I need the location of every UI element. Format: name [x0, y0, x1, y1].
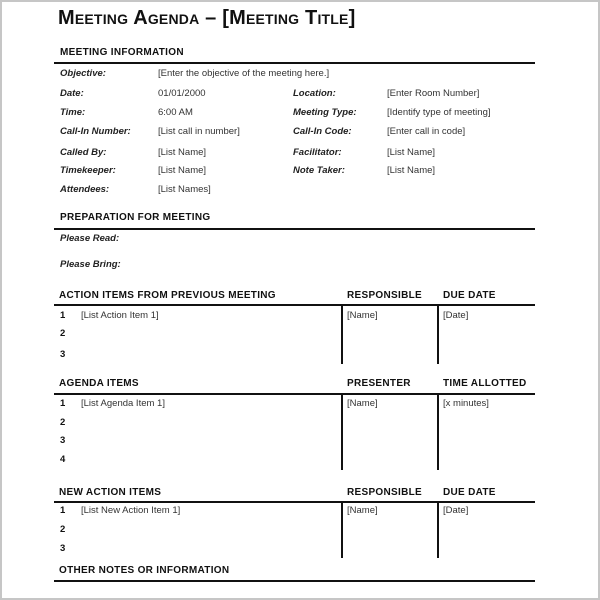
column-divider — [341, 501, 343, 558]
location-label: Location: — [293, 88, 336, 99]
row-number: 3 — [60, 435, 66, 446]
section-heading-meeting-information: MEETING INFORMATION — [60, 47, 184, 58]
call-in-number-label: Call-In Number: — [60, 126, 131, 137]
section-heading-previous-actions: ACTION ITEMS FROM PREVIOUS MEETING — [59, 290, 276, 301]
row-number: 2 — [60, 328, 66, 339]
column-divider — [437, 304, 439, 364]
column-header-responsible: RESPONSIBLE — [347, 290, 422, 301]
column-header-time-allotted: TIME ALLOTTED — [443, 378, 527, 389]
action-item[interactable]: [List Action Item 1] — [81, 310, 159, 321]
objective-value[interactable]: [Enter the objective of the meeting here.] — [158, 68, 330, 79]
location-value[interactable]: [Enter Room Number] — [387, 88, 480, 99]
column-header-responsible: RESPONSIBLE — [347, 487, 422, 498]
attendees-value[interactable]: [List Names] — [158, 184, 211, 195]
column-header-presenter: PRESENTER — [347, 378, 411, 389]
section-heading-agenda-items: AGENDA ITEMS — [59, 378, 139, 389]
objective-label: Objective: — [60, 68, 106, 79]
call-in-number-value[interactable]: [List call in number] — [158, 126, 240, 137]
section-heading-other-notes: OTHER NOTES OR INFORMATION — [59, 565, 230, 576]
row-number: 4 — [60, 454, 66, 465]
please-read-label: Please Read: — [60, 233, 120, 244]
responsible-value[interactable]: [Name] — [347, 310, 378, 321]
section-heading-new-actions: NEW ACTION ITEMS — [59, 487, 162, 498]
column-divider — [437, 501, 439, 558]
new-action-item[interactable]: [List New Action Item 1] — [81, 505, 181, 516]
due-date-value[interactable]: [Date] — [443, 505, 469, 516]
note-taker-value[interactable]: [List Name] — [387, 165, 436, 176]
page-title: Meeting Agenda – [Meeting Title] — [58, 7, 356, 29]
date-value[interactable]: 01/01/2000 — [158, 88, 206, 99]
section-divider — [54, 228, 535, 230]
section-divider — [54, 501, 535, 503]
row-number: 2 — [60, 524, 66, 535]
time-value[interactable]: 6:00 AM — [158, 107, 193, 118]
time-label: Time: — [60, 107, 86, 118]
call-in-code-value[interactable]: [Enter call in code] — [387, 126, 466, 137]
date-label: Date: — [60, 88, 84, 99]
row-number: 3 — [60, 543, 66, 554]
time-allotted-value[interactable]: [x minutes] — [443, 398, 489, 409]
please-bring-label: Please Bring: — [60, 259, 121, 270]
section-divider — [54, 393, 535, 395]
row-number: 3 — [60, 349, 66, 360]
responsible-value[interactable]: [Name] — [347, 505, 378, 516]
call-in-code-label: Call-In Code: — [293, 126, 352, 137]
presenter-value[interactable]: [Name] — [347, 398, 378, 409]
column-header-due-date: DUE DATE — [443, 487, 496, 498]
row-number: 1 — [60, 505, 66, 516]
row-number: 2 — [60, 417, 66, 428]
meeting-type-label: Meeting Type: — [293, 107, 357, 118]
column-header-due-date: DUE DATE — [443, 290, 496, 301]
called-by-label: Called By: — [60, 147, 107, 158]
section-divider — [54, 580, 535, 582]
timekeeper-value[interactable]: [List Name] — [158, 165, 207, 176]
called-by-value[interactable]: [List Name] — [158, 147, 207, 158]
row-number: 1 — [60, 398, 66, 409]
row-number: 1 — [60, 310, 66, 321]
timekeeper-label: Timekeeper: — [60, 165, 116, 176]
section-divider — [54, 304, 535, 306]
attendees-label: Attendees: — [60, 184, 110, 195]
section-heading-preparation: PREPARATION FOR MEETING — [60, 212, 211, 223]
column-divider — [437, 393, 439, 470]
column-divider — [341, 393, 343, 470]
agenda-item[interactable]: [List Agenda Item 1] — [81, 398, 165, 409]
section-divider — [54, 62, 535, 64]
note-taker-label: Note Taker: — [293, 165, 345, 176]
due-date-value[interactable]: [Date] — [443, 310, 469, 321]
facilitator-value[interactable]: [List Name] — [387, 147, 436, 158]
column-divider — [341, 304, 343, 364]
meeting-type-value[interactable]: [Identify type of meeting] — [387, 107, 491, 118]
facilitator-label: Facilitator: — [293, 147, 342, 158]
